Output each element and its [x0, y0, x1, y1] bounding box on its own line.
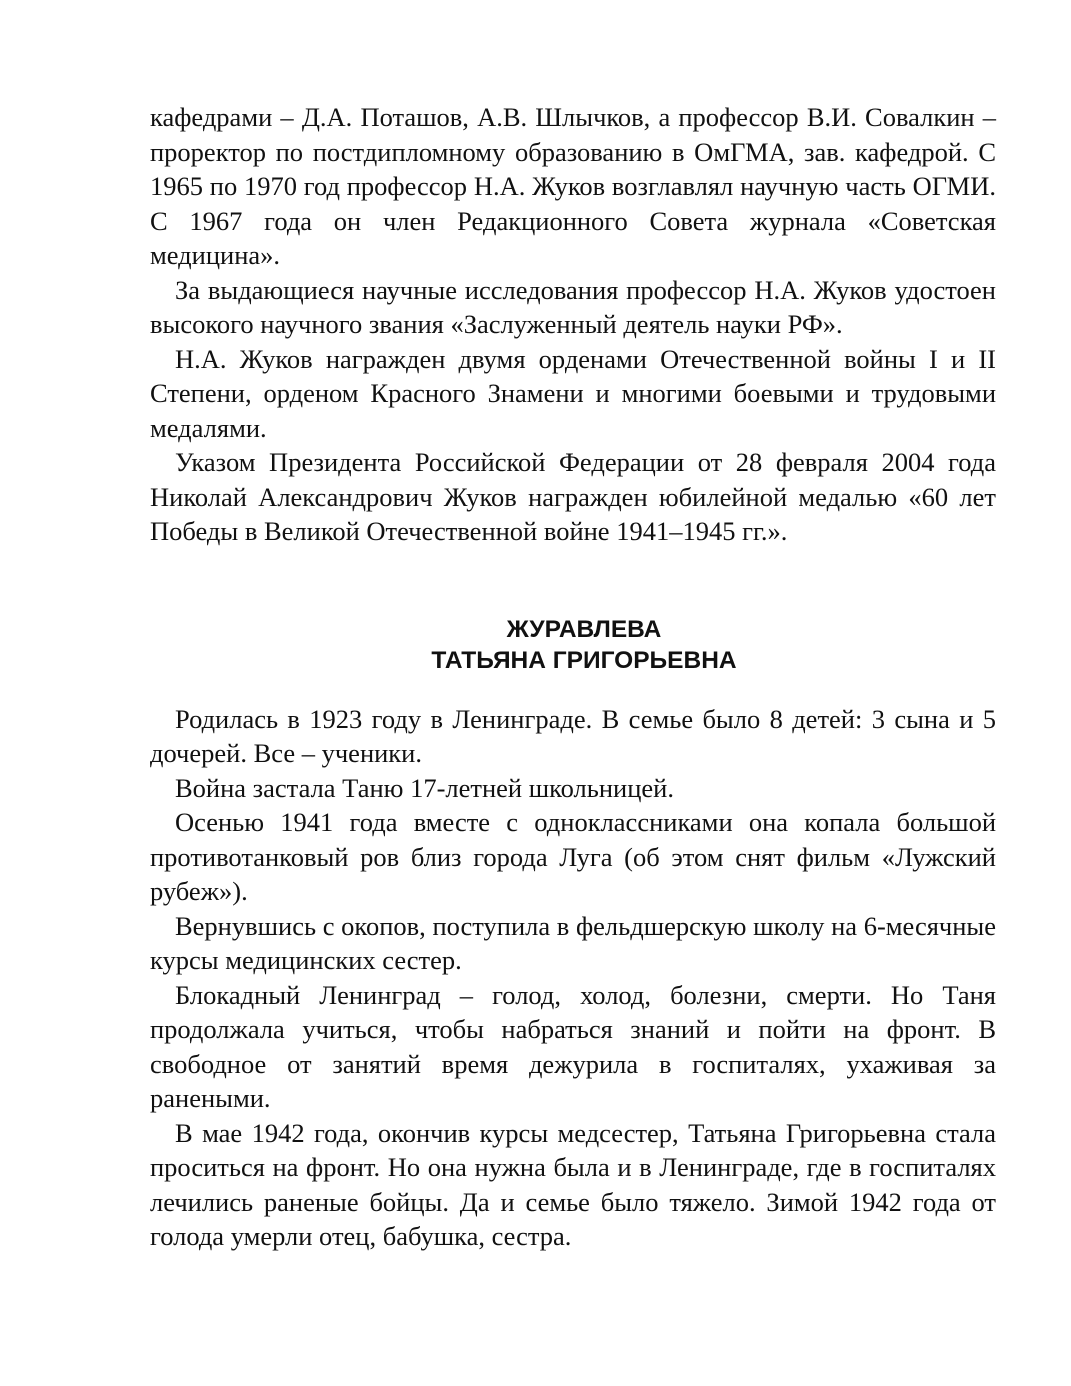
paragraph: Указом Президента Российской Федерации от 28 февраля 2004 года Николай Александрович Жуков награжден юбилейной медалью «60 лет Победы в Великой Отечественной войне 1941–1945 гг.». — [150, 447, 996, 546]
paragraph: кафедрами – Д.А. Поташов, А.В. Шлычков, а профессор В.И. Совалкин – проректор по постдипломному образованию в ОмГМА, зав. кафедрой. С 1965 по 1970 год профессор Н.А. Жуков возглавлял научную часть ОГМИ. С 1967 года он член Редакционного Совета журнала «Советская медицина». — [150, 102, 996, 270]
paragraph: Вернувшись с окопов, поступила в фельдшерскую школу на 6-месячные курсы медицинских сестер. — [150, 910, 996, 975]
paragraph: За выдающиеся научные исследования профессор Н.А. Жуков удостоен высокого научного звания «Заслуженный деятель науки РФ». — [150, 274, 996, 339]
paragraph: Война застала Таню 17-летней школьницей. — [175, 772, 674, 803]
paragraph: Осенью 1941 года вместе с одноклассниками она копала большой противотанковый ров близ города Луга (об этом снят фильм «Лужский рубеж»). — [150, 807, 996, 906]
paragraph: Родилась в 1923 году в Ленинграде. В семье было 8 детей: 3 сына и 5 дочерей. Все – ученики. — [150, 703, 996, 768]
paragraph: В мае 1942 года, окончив курсы медсестер, Татьяна Григорьевна стала проситься на фронт. Но она нужна была и в Ленинграде, где в госпиталях лечились раненые бойцы. Да и семье было тяжело. Зимой 1942 года от голода умерли отец, бабушка, сестра. — [150, 1117, 996, 1251]
paragraph: Н.А. Жуков награжден двумя орденами Отечественной войны I и II Степени, орденом Красного Знамени и многими боевыми и трудовыми медалями. — [150, 343, 996, 443]
paragraph: Блокадный Ленинград – голод, холод, болезни, смерти. Но Таня продолжала учиться, чтобы набраться знаний и пойти на фронт. В свободное от занятий время дежурила в госпиталях, ухаживая за ранеными. — [150, 979, 996, 1113]
heading-surname: ЖУРАВЛЕВА — [506, 615, 662, 643]
heading-given-names: ТАТЬЯНА ГРИГОРЬЕВНА — [431, 646, 737, 674]
document-page — [150, 100, 996, 1254]
section-heading — [150, 614, 996, 676]
